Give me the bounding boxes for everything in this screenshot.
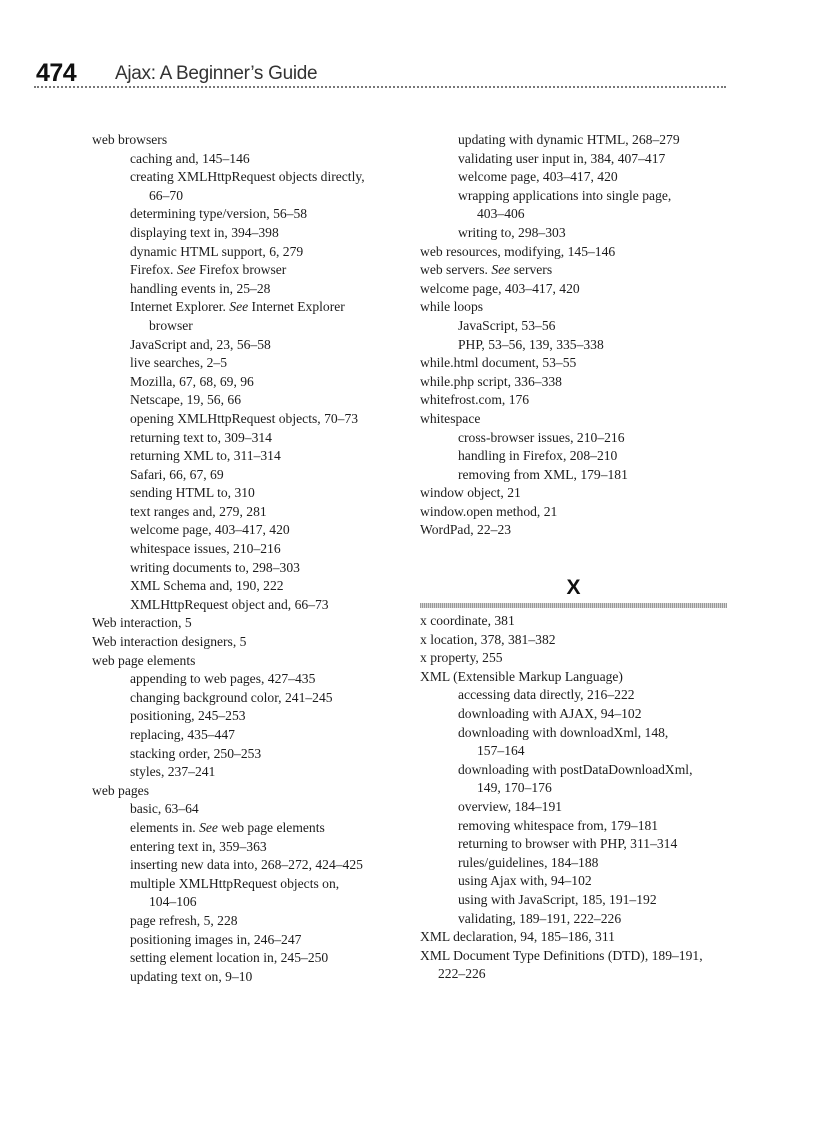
- index-subentry: removing from XML, 179–181: [458, 466, 628, 482]
- book-title: Ajax: A Beginner’s Guide: [115, 63, 318, 84]
- index-entry: web resources, modifying, 145–146: [420, 243, 616, 259]
- index-subentry: using Ajax with, 94–102: [458, 873, 592, 889]
- index-entry: whitefrost.com, 176: [420, 392, 530, 408]
- index-subentry: removing whitespace from, 179–181: [458, 817, 659, 833]
- index-subentry: stacking order, 250–253: [130, 745, 262, 761]
- index-entry: XML Document Type Definitions (DTD), 189–191,: [420, 947, 703, 963]
- index-subentry: inserting new data into, 268–272, 424–425: [130, 857, 363, 873]
- index-subentry: positioning, 245–253: [130, 708, 246, 724]
- see-reference: See: [199, 819, 218, 835]
- index-subentry: cross-browser issues, 210–216: [458, 429, 625, 445]
- index-subentry: browser: [149, 317, 193, 333]
- see-target: web page elements: [217, 819, 325, 835]
- index-entry: while.html document, 53–55: [420, 355, 577, 371]
- index-subentry: appending to web pages, 427–435: [130, 671, 316, 687]
- index-subentry: PHP, 53–56, 139, 335–338: [458, 336, 604, 352]
- running-header: [34, 58, 726, 88]
- index-subentry: XMLHttpRequest object and, 66–73: [130, 596, 329, 612]
- index-subentry: multiple XMLHttpRequest objects on,: [130, 875, 340, 891]
- index-subentry: downloading with downloadXml, 148,: [458, 724, 669, 740]
- see-target: Internet Explorer: [248, 299, 345, 315]
- index-subentry: caching and, 145–146: [130, 150, 250, 166]
- index-subentry: handling in Firefox, 208–210: [458, 448, 618, 464]
- index-subentry: writing to, 298–303: [458, 224, 566, 240]
- index-entry: Web interaction, 5: [92, 615, 192, 631]
- see-target: servers: [510, 262, 553, 278]
- index-subentry: updating text on, 9–10: [130, 968, 253, 984]
- index-entry: [420, 261, 730, 280]
- index-subentry: accessing data directly, 216–222: [458, 687, 635, 703]
- index-subentry: styles, 237–241: [130, 764, 216, 780]
- entry-text: Firefox.: [130, 262, 177, 278]
- index-entry: WordPad, 22–23: [420, 522, 512, 538]
- page-number: 474: [36, 59, 77, 87]
- index-entry: x location, 378, 381–382: [420, 631, 556, 647]
- see-target: Firefox browser: [195, 262, 287, 278]
- index-entry: XML (Extensible Markup Language): [420, 668, 623, 684]
- index-subentry: basic, 63–64: [130, 801, 199, 817]
- index-entry: XML declaration, 94, 185–186, 311: [420, 929, 615, 945]
- index-subentry: writing documents to, 298–303: [130, 559, 300, 575]
- index-subentry: updating with dynamic HTML, 268–279: [458, 132, 680, 147]
- index-entry: Web interaction designers, 5: [92, 634, 247, 650]
- index-entry: web page elements: [92, 652, 196, 668]
- index-subentry: whitespace issues, 210–216: [130, 541, 281, 557]
- index-subentry: changing background color, 241–245: [130, 689, 333, 705]
- index-subentry: rules/guidelines, 184–188: [458, 854, 599, 870]
- entry-text: Internet Explorer.: [130, 299, 230, 315]
- index-subentry: displaying text in, 394–398: [130, 224, 279, 240]
- index-subentry: 66–70: [149, 187, 183, 203]
- index-subentry: page refresh, 5, 228: [130, 912, 238, 928]
- index-subentry: determining type/version, 56–58: [130, 206, 308, 222]
- index-subentry: JavaScript and, 23, 56–58: [130, 336, 271, 352]
- header-dotted-rule: [34, 86, 726, 88]
- index-subentry: Netscape, 19, 56, 66: [130, 392, 241, 408]
- index-entry: while loops: [420, 299, 484, 315]
- index-entry: web pages: [92, 782, 149, 798]
- index-subentry: opening XMLHttpRequest objects, 70–73: [130, 410, 359, 426]
- index-entry: window object, 21: [420, 485, 521, 501]
- see-reference: See: [491, 262, 511, 278]
- index-subentry: welcome page, 403–417, 420: [130, 522, 290, 538]
- index-subentry: JavaScript, 53–56: [458, 317, 556, 333]
- index-entry: x property, 255: [420, 650, 503, 666]
- index-subentry: Mozilla, 67, 68, 69, 96: [130, 373, 254, 389]
- index-entry: web browsers: [92, 132, 168, 147]
- index-subentry: Safari, 66, 67, 69: [130, 466, 224, 482]
- index-subentry: setting element location in, 245–250: [130, 950, 329, 966]
- index-subentry: live searches, 2–5: [130, 355, 228, 371]
- see-reference: See: [176, 262, 196, 278]
- index-subentry: using with JavaScript, 185, 191–192: [458, 891, 657, 907]
- index-subentry: wrapping applications into single page,: [458, 187, 672, 203]
- index-subentry: creating XMLHttpRequest objects directly,: [130, 169, 365, 185]
- index-subentry: 403–406: [477, 206, 525, 222]
- index-subentry: [92, 298, 402, 317]
- index-subentry: XML Schema and, 190, 222: [130, 578, 284, 594]
- index-entry: whitespace: [420, 410, 481, 426]
- index-subentry: positioning images in, 246–247: [130, 931, 302, 947]
- index-column-right-top: [420, 131, 730, 540]
- index-subentry: 157–164: [477, 743, 525, 759]
- index-subentry: overview, 184–191: [458, 798, 563, 814]
- index-subentry: [92, 261, 402, 280]
- index-subentry: text ranges and, 279, 281: [130, 503, 267, 519]
- index-subentry: [92, 819, 402, 838]
- index-entry: welcome page, 403–417, 420: [420, 280, 580, 296]
- entry-text: elements in.: [130, 819, 200, 835]
- index-subentry: validating, 189–191, 222–226: [458, 910, 622, 926]
- index-subentry: returning XML to, 311–314: [130, 448, 281, 464]
- index-subentry: returning text to, 309–314: [130, 429, 272, 445]
- section-letter-heading: [420, 575, 727, 608]
- index-subentry: returning to browser with PHP, 311–314: [458, 836, 678, 852]
- see-reference: See: [229, 299, 249, 315]
- index-subentry: handling events in, 25–28: [130, 280, 271, 296]
- index-subentry: welcome page, 403–417, 420: [458, 169, 618, 185]
- index-subentry: validating user input in, 384, 407–417: [458, 150, 666, 166]
- entry-text: web servers.: [420, 262, 492, 278]
- index-entry: while.php script, 336–338: [420, 373, 562, 389]
- index-subentry: downloading with postDataDownloadXml,: [458, 761, 693, 777]
- index-subentry: sending HTML to, 310: [130, 485, 255, 501]
- index-subentry: dynamic HTML support, 6, 279: [130, 243, 304, 259]
- section-rule: [420, 603, 727, 608]
- index-entry: x coordinate, 381: [420, 613, 515, 628]
- section-letter: X: [566, 576, 581, 599]
- index-subentry: downloading with AJAX, 94–102: [458, 705, 642, 721]
- index-column-right-bottom: [420, 612, 730, 984]
- index-subentry: entering text in, 359–363: [130, 838, 267, 854]
- index-entry: window.open method, 21: [420, 503, 558, 519]
- index-column-left: [92, 131, 402, 986]
- index-subentry: 149, 170–176: [477, 780, 552, 796]
- index-subentry: 222–226: [438, 966, 486, 982]
- index-subentry: replacing, 435–447: [130, 727, 235, 742]
- index-subentry: 104–106: [149, 894, 197, 910]
